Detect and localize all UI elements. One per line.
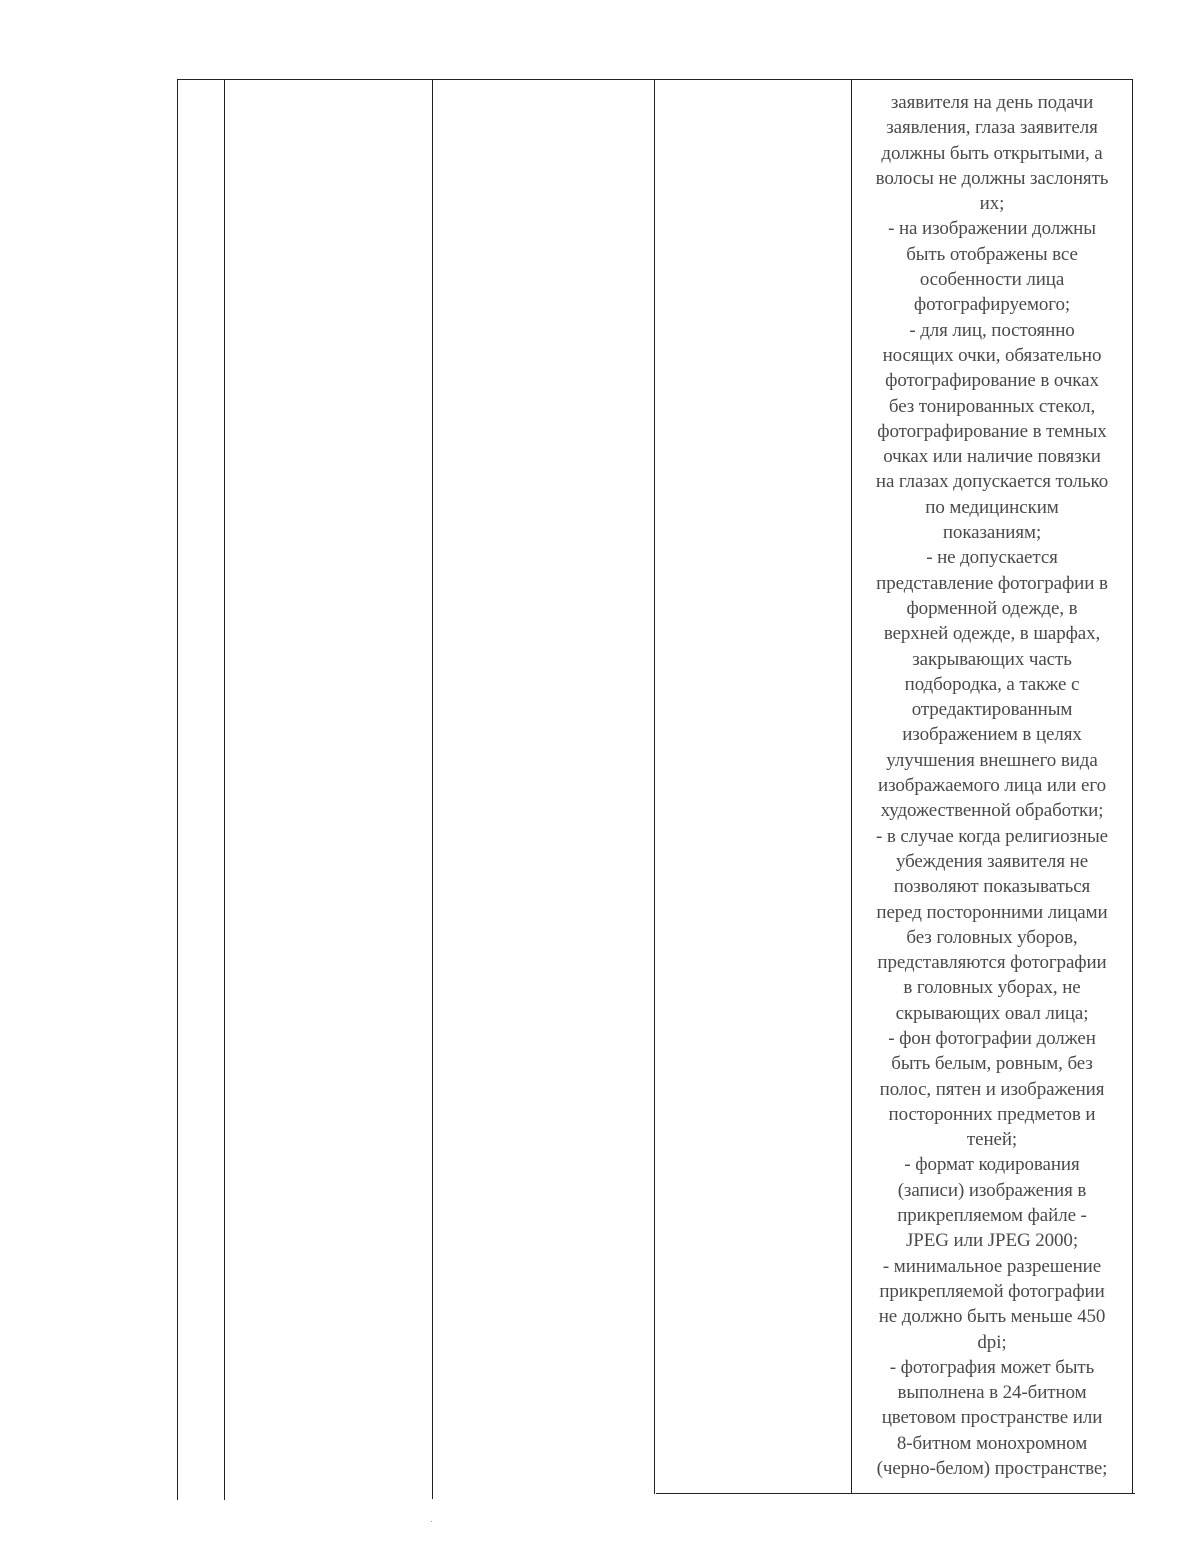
scan-artifact — [431, 1521, 432, 1522]
table-column-border-3 — [432, 79, 433, 1499]
table-column-border-4 — [654, 79, 655, 1494]
table-column-border-6 — [1132, 79, 1133, 1494]
table-column-border-2 — [224, 79, 225, 1500]
table-column-border-1 — [177, 79, 178, 1500]
table-bottom-border — [656, 1493, 1135, 1494]
table-top-border — [177, 79, 1133, 80]
table-column-border-5 — [851, 79, 852, 1494]
photo-requirements-cell: заявителя на день подачи заявления, глаза заявителя должны быть открытыми, а волосы не должны заслонять их; - на изображении должны быть отображены все особенности лица фотографируемого; - для лиц, постоянно носящих очки, обязательно фотографирование в очках без тонированных стекол, фотографирование в темных очках или наличие повязки на глазах допускается только по медицинским показаниям; - не допускается представление фотографии в форменной одежде, в верхней одежде, в шарфах, закрывающих часть подбородка, а также с отредактированным изображением в целях улучшения внешнего вида изображаемого лица или его художественной обработки; - в случае когда религиозные убеждения заявителя не позволяют показываться перед посторонними лицами без головных уборов, представляются фотографии в головных уборах, не скрывающих овал лица; - фон фотографии должен быть белым, ровным, без полос, пятен и изображения посторонних предметов и теней; - формат кодирования (записи) изображения в прикрепляемом файле - JPEG или JPEG 2000; - минимальное разрешение прикрепляемой фотографии не должно быть меньше 450 dpi; - фотография может быть выполнена в 24-битном цветовом пространстве или 8-битном монохромном (черно-белом) пространстве; — [875, 92, 1109, 1480]
